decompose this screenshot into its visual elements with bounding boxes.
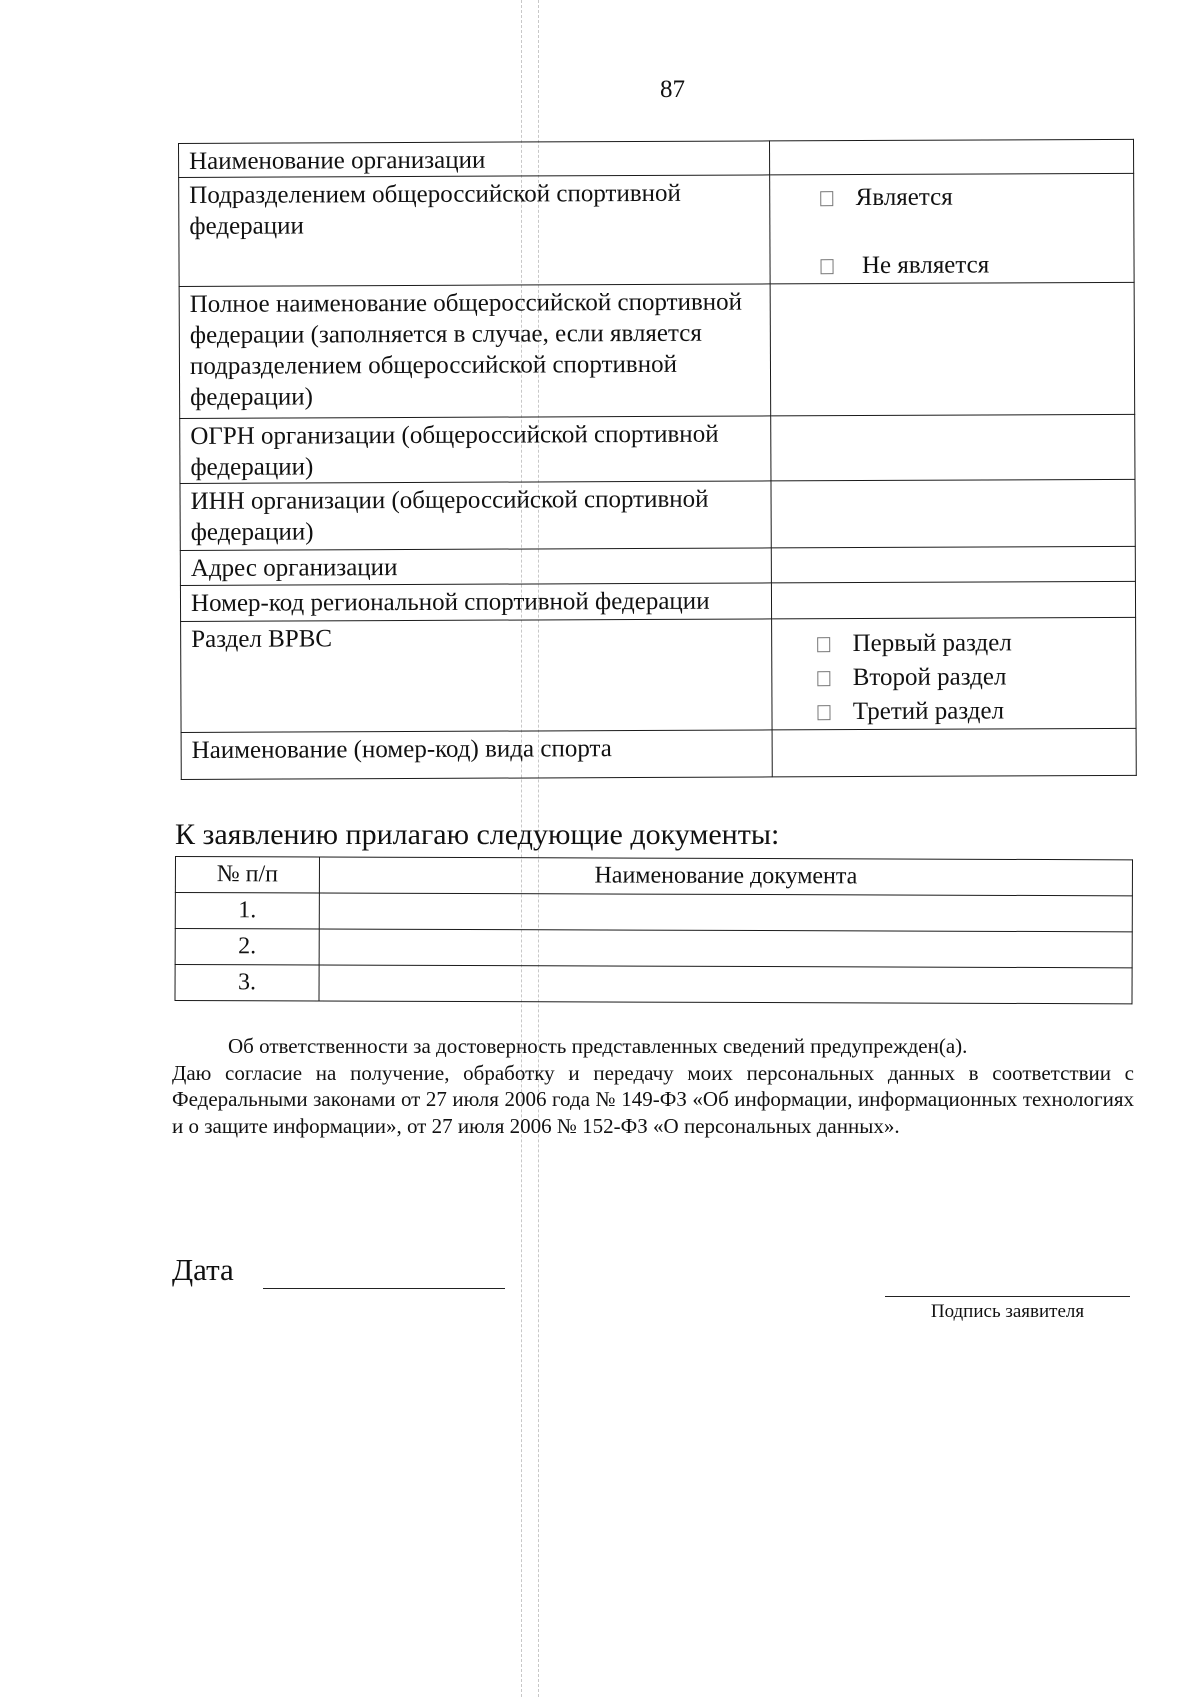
checkbox-icon[interactable] — [818, 637, 831, 652]
application-table — [178, 139, 1137, 780]
checkbox-icon[interactable] — [818, 705, 831, 720]
row-number: 2. — [175, 929, 319, 966]
vrvs-section-options — [772, 617, 1136, 730]
option-is-not[interactable] — [821, 248, 1126, 283]
table-row — [180, 414, 1135, 483]
option-first-section[interactable] — [818, 626, 1128, 661]
table-row — [179, 139, 1134, 177]
date-field[interactable] — [263, 1288, 505, 1289]
document-name-cell[interactable] — [319, 929, 1132, 968]
documents-heading: К заявлению прилагаю следующие документы: — [175, 818, 780, 851]
table-row — [180, 581, 1135, 621]
sport-name-label: Наименование (номер-код) вида спорта — [181, 730, 773, 780]
checkbox-icon[interactable] — [818, 671, 831, 686]
regional-code-label: Номер-код региональной спортивной федерации — [180, 583, 772, 622]
checkbox-icon[interactable] — [821, 191, 834, 206]
regional-code-value[interactable] — [772, 581, 1136, 619]
ogrn-value[interactable] — [771, 414, 1135, 481]
option-second-section[interactable] — [818, 660, 1128, 695]
column-header-document-name: Наименование документа — [319, 857, 1132, 896]
table-header-row — [175, 857, 1132, 896]
row-number: 1. — [175, 893, 319, 930]
consent-statement — [172, 1033, 1134, 1139]
option-label: Является — [855, 183, 953, 212]
sport-name-value[interactable] — [772, 728, 1136, 777]
federation-division-label: Подразделением общероссийской спортивной федерации — [179, 175, 771, 287]
responsibility-text: Об ответственности за достоверность представленных сведений предупрежден(а). — [228, 1034, 968, 1058]
org-name-value[interactable] — [770, 139, 1134, 175]
consent-text: Даю согласие на получение, обработку и передачу моих персональных данных в соответствии с Федеральными законами от 27 июля 2006 года № 149-ФЗ «Об информации, информационных технологиях и о защите информации», от 27 июля 2006 № 152-ФЗ «О персональных данных». — [172, 1060, 1134, 1138]
option-third-section[interactable] — [818, 694, 1128, 729]
inn-label: ИНН организации (общероссийской спортивной федерации) — [180, 481, 772, 551]
document-name-cell[interactable] — [319, 893, 1132, 932]
row-number: 3. — [175, 965, 319, 1002]
page-number: 87 — [660, 76, 685, 103]
org-name-label: Наименование организации — [179, 141, 771, 178]
option-label: Третий раздел — [852, 697, 1005, 726]
checkbox-icon[interactable] — [821, 259, 834, 274]
table-row — [180, 546, 1135, 585]
table-row — [175, 893, 1132, 932]
table-row — [181, 728, 1136, 779]
option-label: Второй раздел — [852, 663, 1007, 692]
vrvs-section-label: Раздел ВРВС — [181, 619, 773, 733]
document-name-cell[interactable] — [319, 965, 1132, 1004]
option-label: Не является — [861, 251, 990, 280]
federation-full-name-value[interactable] — [771, 282, 1135, 416]
table-row — [179, 173, 1134, 286]
column-header-number: № п/п — [175, 857, 319, 894]
table-row — [180, 479, 1135, 550]
inn-value[interactable] — [771, 479, 1135, 548]
ogrn-label: ОГРН организации (общероссийской спортивной федерации) — [180, 416, 772, 484]
table-row — [175, 965, 1132, 1004]
table-row — [179, 282, 1135, 418]
federation-division-options — [770, 173, 1134, 284]
documents-table — [174, 856, 1133, 1004]
table-row — [175, 929, 1132, 968]
signature-field[interactable] — [885, 1296, 1130, 1297]
option-is[interactable] — [821, 180, 1126, 215]
table-row — [181, 617, 1136, 732]
signature-caption: Подпись заявителя — [930, 1301, 1085, 1322]
address-label: Адрес организации — [180, 548, 772, 586]
date-label: Дата — [172, 1252, 234, 1287]
address-value[interactable] — [772, 546, 1136, 583]
option-label: Первый раздел — [852, 629, 1012, 658]
federation-full-name-label: Полное наименование общероссийской спортивной федерации (заполняется в случае, если является подразделением общероссийской спортивной федерации) — [179, 284, 771, 419]
